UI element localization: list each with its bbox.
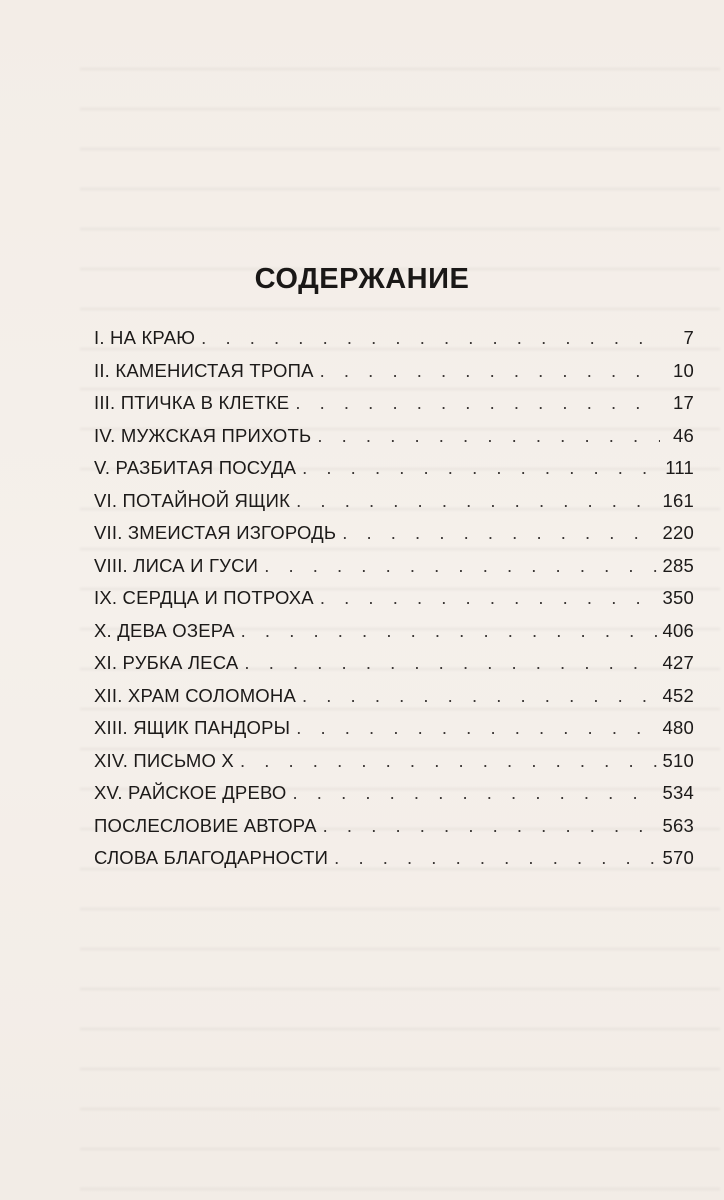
toc-entry bbox=[94, 485, 694, 518]
toc-entry-label: СЛОВА БЛАГОДАРНОСТИ bbox=[94, 847, 329, 868]
toc-leader-dots bbox=[240, 745, 657, 778]
toc-leader-dots bbox=[302, 452, 659, 485]
toc-leader-dots bbox=[320, 582, 657, 615]
toc-leader-dots bbox=[323, 810, 657, 843]
toc-entry-label: ПОСЛЕСЛОВИЕ АВТОРА bbox=[94, 814, 317, 836]
toc-entry-page-number: 161 bbox=[662, 489, 694, 511]
toc-leader-dots bbox=[296, 485, 656, 518]
toc-entry-label: V. РАЗБИТАЯ ПОСУДА bbox=[94, 457, 297, 478]
toc-entry-page-number: 17 bbox=[673, 392, 694, 413]
toc-entry bbox=[94, 810, 694, 843]
toc-leader-dots bbox=[201, 322, 660, 355]
toc-entry-label: XI. РУБКА ЛЕСА bbox=[94, 652, 239, 673]
toc-entry bbox=[94, 452, 694, 485]
toc-entry bbox=[94, 615, 694, 648]
toc-entry-label: XIII. ЯЩИК ПАНДОРЫ bbox=[94, 717, 291, 738]
toc-entry bbox=[94, 322, 694, 355]
toc-entry bbox=[94, 517, 694, 550]
toc-leader-dots bbox=[293, 777, 657, 810]
toc-entry-page-number: 570 bbox=[662, 847, 694, 868]
toc-entry-label: XIV. ПИСЬМО X bbox=[94, 749, 234, 771]
toc-entry-page-number: 46 bbox=[673, 424, 694, 446]
toc-entry bbox=[94, 777, 694, 810]
toc-entry-page-number: 563 bbox=[662, 814, 694, 836]
toc-entry-page-number: 7 bbox=[683, 327, 694, 348]
table-of-contents bbox=[94, 322, 694, 875]
toc-entry-label: II. КАМЕНИСТАЯ ТРОПА bbox=[94, 359, 314, 381]
toc-leader-dots bbox=[334, 842, 656, 875]
toc-entry bbox=[94, 712, 694, 745]
toc-entry-page-number: 285 bbox=[662, 554, 694, 576]
toc-entry-label: IX. СЕРДЦА И ПОТРОХА bbox=[94, 587, 314, 608]
toc-leader-dots bbox=[295, 387, 660, 420]
toc-entry-label: VIII. ЛИСА И ГУСИ bbox=[94, 554, 259, 576]
toc-entry-page-number: 534 bbox=[662, 782, 694, 803]
toc-entry-label: VII. ЗМЕИСТАЯ ИЗГОРОДЬ bbox=[94, 522, 337, 543]
toc-entry bbox=[94, 680, 694, 713]
toc-entry-page-number: 510 bbox=[662, 749, 694, 771]
toc-entry-label: III. ПТИЧКА В КЛЕТКЕ bbox=[94, 392, 290, 413]
toc-entry-label: I. НА КРАЮ bbox=[94, 327, 196, 348]
toc-entry-page-number: 427 bbox=[662, 652, 694, 673]
toc-entry-page-number: 480 bbox=[662, 717, 694, 738]
toc-entry-page-number: 111 bbox=[665, 457, 694, 478]
toc-entry-label: VI. ПОТАЙНОЙ ЯЩИК bbox=[94, 489, 291, 511]
toc-entry bbox=[94, 647, 694, 680]
toc-entry-label: XV. РАЙСКОЕ ДРЕВО bbox=[94, 782, 287, 803]
toc-entry bbox=[94, 582, 694, 615]
toc-leader-dots bbox=[241, 615, 657, 648]
toc-leader-dots bbox=[317, 420, 660, 453]
toc-entry bbox=[94, 355, 694, 388]
toc-entry-label: XII. ХРАМ СОЛОМОНА bbox=[94, 684, 296, 706]
toc-entry-page-number: 220 bbox=[662, 522, 694, 543]
toc-entry bbox=[94, 387, 694, 420]
toc-entry-label: X. ДЕВА ОЗЕРА bbox=[94, 619, 235, 641]
page-title: СОДЕРЖАНИЕ bbox=[254, 263, 470, 295]
toc-entry-page-number: 10 bbox=[673, 359, 694, 381]
toc-leader-dots bbox=[264, 550, 656, 583]
toc-entry-label: IV. МУЖСКАЯ ПРИХОТЬ bbox=[94, 424, 312, 446]
toc-leader-dots bbox=[296, 712, 656, 745]
toc-leader-dots bbox=[244, 647, 656, 680]
toc-leader-dots bbox=[320, 355, 660, 388]
toc-entry bbox=[94, 550, 694, 583]
toc-entry bbox=[94, 420, 694, 453]
toc-leader-dots bbox=[302, 680, 657, 713]
toc-entry bbox=[94, 842, 694, 875]
toc-entry-page-number: 350 bbox=[662, 587, 694, 608]
toc-entry-page-number: 406 bbox=[662, 619, 694, 641]
toc-entry-page-number: 452 bbox=[662, 684, 694, 706]
toc-leader-dots bbox=[342, 517, 656, 550]
toc-entry bbox=[94, 745, 694, 778]
